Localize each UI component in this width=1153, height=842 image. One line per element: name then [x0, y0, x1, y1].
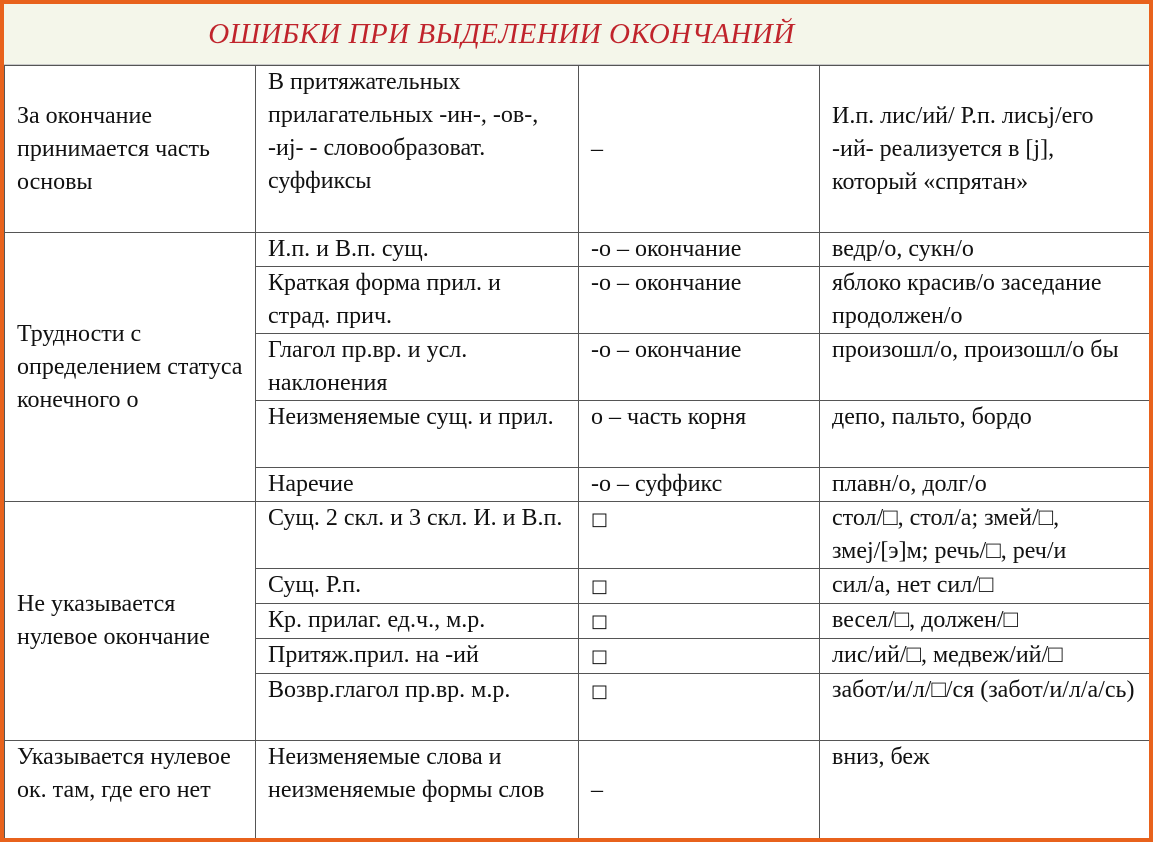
example-cell: лис/ий/□, медвеж/ий/□ [820, 639, 1150, 674]
zero-ending-icon: □ [591, 681, 609, 702]
example-cell: сил/а, нет сил/□ [820, 569, 1150, 604]
case-cell: Краткая форма прил. и страд. прич. [256, 267, 579, 334]
case-cell: В притяжательных прилагательных -ин-, -ов-, -иj- - словообразоват. суффиксы [256, 66, 579, 233]
category-cell: Трудности с определением статуса конечного о [5, 233, 256, 502]
zero-ending-icon: □ [591, 646, 609, 667]
rule-cell: -о – окончание [579, 267, 820, 334]
rule-cell: – [579, 66, 820, 233]
rule-cell [579, 674, 820, 741]
endings-errors-table [4, 65, 1149, 838]
rule-cell [579, 569, 820, 604]
case-cell: Сущ. 2 скл. и 3 скл. И. и В.п. [256, 502, 579, 569]
case-cell: Возвр.глагол пр.вр. м.р. [256, 674, 579, 741]
example-cell: плавн/о, долг/о [820, 468, 1150, 502]
example-cell: весел/□, должен/□ [820, 604, 1150, 639]
rule-cell [579, 604, 820, 639]
table-row [5, 502, 1150, 569]
rule-cell [579, 639, 820, 674]
case-cell: Кр. прилаг. ед.ч., м.р. [256, 604, 579, 639]
zero-ending-icon: □ [591, 576, 609, 597]
zero-ending-icon: □ [591, 509, 609, 530]
category-cell: Не указывается нулевое окончание [5, 502, 256, 741]
example-cell: забот/и/л/□/ся (забот/и/л/а/сь) [820, 674, 1150, 741]
table-row [5, 741, 1150, 839]
case-cell: Наречие [256, 468, 579, 502]
example-cell: произошл/о, произошл/о бы [820, 334, 1150, 401]
case-cell: И.п. и В.п. сущ. [256, 233, 579, 267]
rule-cell: -о – окончание [579, 233, 820, 267]
zero-ending-icon: □ [591, 611, 609, 632]
example-cell: стол/□, стол/а; змей/□, змеj/[э]м; речь/□, реч/и [820, 502, 1150, 569]
title-bar [4, 4, 1149, 65]
example-cell: яблоко красив/о заседание продолжен/о [820, 267, 1150, 334]
rule-cell: -о – окончание [579, 334, 820, 401]
case-cell: Сущ. Р.п. [256, 569, 579, 604]
category-cell: Указывается нулевое ок. там, где его нет [5, 741, 256, 839]
table-row [5, 66, 1150, 233]
case-cell: Притяж.прил. на -ий [256, 639, 579, 674]
example-cell: вниз, беж [820, 741, 1150, 839]
rule-cell: -о – суффикс [579, 468, 820, 502]
example-cell: И.п. лис/ий/ Р.п. лисьj/его -ий- реализуется в [j], который «спрятан» [820, 66, 1150, 233]
case-cell: Неизменяемые сущ. и прил. [256, 401, 579, 468]
table-row [5, 233, 1150, 267]
case-cell: Неизменяемые слова и неизменяемые формы слов [256, 741, 579, 839]
rule-cell: о – часть корня [579, 401, 820, 468]
rule-cell [579, 502, 820, 569]
slide-title: ОШИБКИ ПРИ ВЫДЕЛЕНИИ ОКОНЧАНИЙ [208, 17, 795, 50]
example-cell: ведр/о, сукн/о [820, 233, 1150, 267]
case-cell: Глагол пр.вр. и усл. наклонения [256, 334, 579, 401]
category-cell: За окончание принимается часть основы [5, 66, 256, 233]
rule-cell: – [579, 741, 820, 839]
slide [4, 4, 1149, 838]
example-cell: депо, пальто, бордо [820, 401, 1150, 468]
